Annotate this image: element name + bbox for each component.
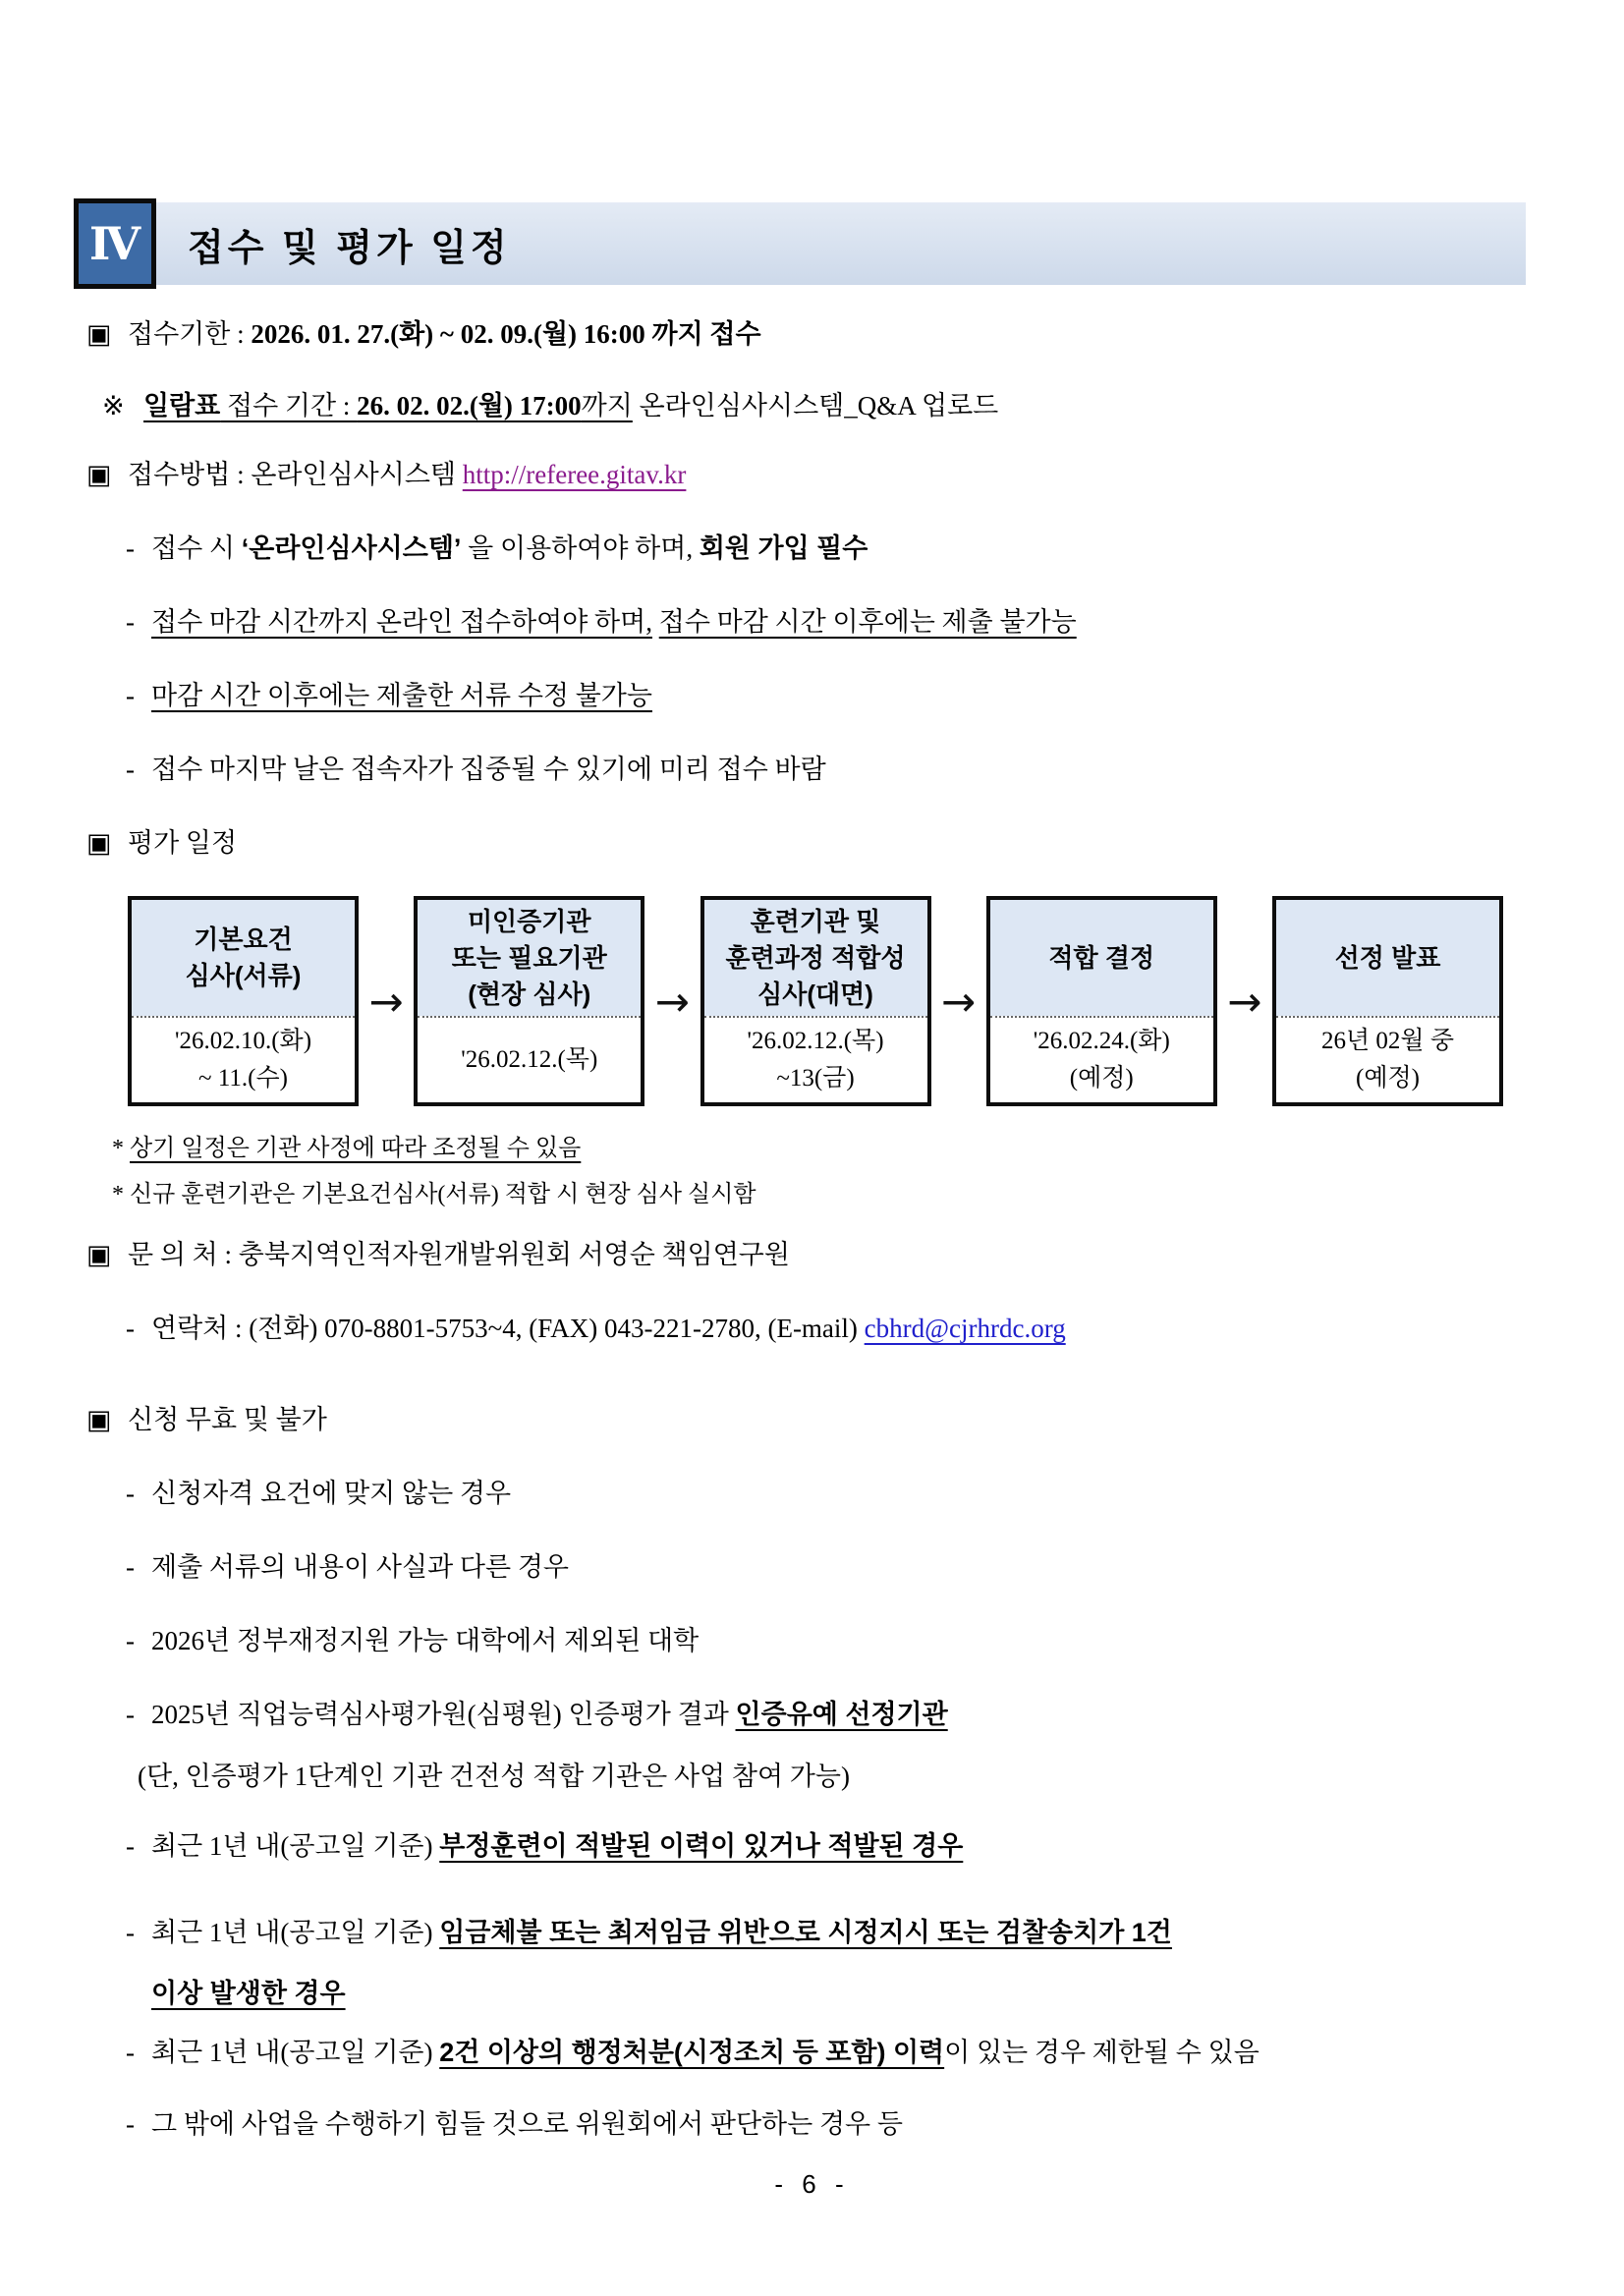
- evaluation-heading: [0, 825, 1624, 861]
- method-sub-list: [0, 531, 1624, 787]
- text-segment: 을 이용하여야 하며,: [461, 533, 700, 563]
- text-segment: 상기 일정은 기관 사정에 따라 조정될 수 있음: [130, 1136, 582, 1161]
- text-segment: 마감 시간 이후에는 제출한 서류 수정 불가능: [151, 681, 652, 710]
- evaluation-footnotes: [0, 1132, 1624, 1211]
- flow-step-date: '26.02.12.(목): [418, 1016, 641, 1102]
- evaluation-flowchart: [128, 896, 1503, 1106]
- dash-bullet-icon: -: [126, 533, 135, 563]
- method-sub-item: [0, 531, 1624, 566]
- dash-bullet-icon: -: [126, 755, 135, 784]
- text-segment: 접수방법 : 온라인심사시스템: [128, 460, 463, 489]
- flow-arrow-icon: →: [941, 977, 977, 1026]
- line-text: [151, 678, 1624, 713]
- text-segment: ‘온라인심사시스템’: [241, 533, 462, 563]
- invalid-item-list: [0, 1476, 1624, 2142]
- text-segment: 평가 일정: [128, 828, 238, 858]
- text-segment: 접수 마감 시간까지 온라인 접수하여야 하며,: [151, 607, 652, 637]
- text-segment: 접수 마감 시간 이후에는 제출 불가능: [658, 607, 1077, 637]
- line-text: [151, 752, 1624, 787]
- text-segment: * 신규 훈련기관은 기본요건심사(서류) 적합 시 현장 심사 실시함: [112, 1182, 756, 1207]
- dash-bullet-icon: -: [126, 2038, 135, 2067]
- flow-step-box: [700, 896, 931, 1106]
- text-segment: 제출 서류의 내용이 사실과 다른 경우: [151, 1552, 569, 1582]
- text-segment: (단, 인증평가 1단계인 기관 건전성 적합 기관은 사업 참여 가능): [138, 1762, 850, 1791]
- flow-step-box: [414, 896, 644, 1106]
- dash-bullet-icon: -: [126, 1626, 135, 1655]
- flow-step-title: 선정 발표: [1276, 900, 1499, 1016]
- dash-bullet-icon: -: [126, 1479, 135, 1508]
- text-segment: 2026년 정부재정지원 가능 대학에서 제외된 대학: [151, 1626, 700, 1655]
- page-number: - 6 -: [774, 2169, 850, 2199]
- flow-step-title: 적합 결정: [990, 900, 1213, 1016]
- line-text: [151, 1828, 1624, 1864]
- square-bullet-icon: ▣: [86, 319, 112, 349]
- text-segment: 접수기한 :: [128, 319, 252, 349]
- method-line: [0, 457, 1624, 492]
- flow-arrow-icon: →: [1227, 977, 1262, 1026]
- text-segment: 일람표: [143, 391, 221, 420]
- invalid-list-item: [0, 1697, 1624, 1732]
- line-text: [128, 1402, 1624, 1437]
- flow-step-box: [128, 896, 359, 1106]
- text-segment: 신청 무효 및 불가: [128, 1405, 327, 1434]
- flow-step-date: '26.02.10.(화) ~ 11.(수): [132, 1016, 355, 1102]
- dash-bullet-icon: -: [126, 681, 135, 710]
- flow-arrow-icon: →: [368, 977, 404, 1026]
- schedule-footnote: [0, 1132, 1624, 1165]
- method-sub-item: [0, 678, 1624, 713]
- flow-step-date: '26.02.24.(화) (예정): [990, 1016, 1213, 1102]
- dash-bullet-icon: -: [126, 1918, 135, 1947]
- text-segment: 접수 마지막 날은 접속자가 집중될 수 있기에 미리 접수 바람: [151, 755, 826, 784]
- text-segment: 26. 02. 02.(월) 17:00: [357, 391, 582, 420]
- line-text: [138, 1759, 1624, 1794]
- text-segment: 최근 1년 내(공고일 기준): [151, 2038, 440, 2067]
- section-title-bar: [156, 202, 1526, 285]
- page-title: 접수 및 평가 일정: [188, 227, 511, 269]
- line-text: [151, 604, 1624, 640]
- line-text: [151, 2035, 1624, 2070]
- dash-bullet-icon: -: [126, 1831, 135, 1861]
- invalid-list-item: [0, 1549, 1624, 1585]
- text-segment: 문 의 처 : 충북지역인적자원개발위원회 서영순 책임연구원: [128, 1240, 790, 1269]
- contact-heading: [0, 1237, 1624, 1272]
- flow-step-title: 훈련기관 및 훈련과정 적합성 심사(대면): [704, 900, 927, 1016]
- square-bullet-icon: ▣: [86, 828, 112, 858]
- method-sub-item: [0, 752, 1624, 787]
- text-segment: 까지: [581, 391, 633, 420]
- text-segment: 신청자격 요건에 맞지 않는 경우: [151, 1479, 512, 1508]
- invalid-list-item: [0, 1623, 1624, 1658]
- text-segment: 접수 시: [151, 533, 242, 563]
- line-text: [151, 1311, 1624, 1346]
- text-segment: 최근 1년 내(공고일 기준): [151, 1831, 440, 1861]
- summary-deadline-note: [0, 388, 1624, 423]
- line-text: [151, 1697, 1624, 1732]
- invalid-list-item: [0, 1902, 1624, 2024]
- invalid-list-item: [0, 1476, 1624, 1511]
- flow-step-title: 미인증기관 또는 필요기관 (현장 심사): [418, 900, 641, 1016]
- line-text: [151, 531, 1624, 566]
- dash-bullet-icon: -: [126, 1314, 135, 1343]
- flow-step-box: [1272, 896, 1503, 1106]
- line-text: [143, 388, 1624, 423]
- section-header: [74, 198, 1526, 289]
- text-segment: 2건 이상의 행정처분(시정조치 등 포함) 이력: [439, 2038, 945, 2067]
- dash-bullet-icon: -: [126, 1552, 135, 1582]
- text-segment: 회원 가입 필수: [699, 533, 868, 563]
- text-segment: 인증유예 선정기관: [735, 1700, 948, 1729]
- text-segment: 임금체불 또는 최저임금 위반으로 시정지시 또는 검찰송치가 1건: [439, 1918, 1172, 1947]
- line-text: [151, 1549, 1624, 1585]
- text-segment: 연락처 : (전화) 070-8801-5753~4, (FAX) 043-221-2780, (E-mail): [151, 1314, 865, 1343]
- text-segment: *: [112, 1136, 130, 1161]
- invalid-list-item: [0, 2106, 1624, 2142]
- dash-bullet-icon: -: [126, 607, 135, 637]
- section-number-badge: Ⅳ: [74, 198, 156, 289]
- square-bullet-icon: ▣: [86, 460, 112, 489]
- flow-step-title: 기본요건 심사(서류): [132, 900, 355, 1016]
- text-segment: 그 밖에 사업을 수행하기 힘들 것으로 위원회에서 판단하는 경우 등: [151, 2109, 903, 2139]
- line-text: [128, 1237, 1624, 1272]
- text-segment: 부정훈련이 적발된 이력이 있거나 적발된 경우: [439, 1831, 964, 1861]
- line-text: [112, 1132, 1624, 1165]
- square-bullet-icon: ▣: [86, 1240, 112, 1269]
- line-text: [128, 825, 1624, 861]
- invalid-list-item: [0, 1828, 1624, 1864]
- dash-bullet-icon: -: [126, 2109, 135, 2139]
- dash-bullet-icon: -: [126, 1700, 135, 1729]
- method-sub-item: [0, 604, 1624, 640]
- flow-step-date: '26.02.12.(목) ~13(금): [704, 1016, 927, 1102]
- line-text: [128, 457, 1624, 492]
- submission-url-link[interactable]: http://referee.gitav.kr: [462, 460, 687, 489]
- line-text: [128, 316, 1624, 352]
- invalid-list-item: [0, 2035, 1624, 2070]
- flow-step-box: [986, 896, 1217, 1106]
- schedule-footnote: [0, 1178, 1624, 1211]
- text-segment: 이 있는 경우 제한될 수 있음: [944, 2038, 1260, 2067]
- line-text: [151, 1902, 1624, 2024]
- contact-detail-line: [0, 1311, 1624, 1346]
- invalid-heading: [0, 1402, 1624, 1437]
- reference-mark-icon: ※: [102, 391, 125, 420]
- text-segment: 이상 발생한 경우: [151, 1979, 346, 2008]
- text-segment: 2025년 직업능력심사평가원(심평원) 인증평가 결과: [151, 1700, 736, 1729]
- flow-arrow-icon: →: [654, 977, 690, 1026]
- text-segment: 접수 기간 :: [220, 391, 358, 420]
- line-text: [151, 1476, 1624, 1511]
- text-segment: 온라인심사시스템_Q&A 업로드: [632, 391, 999, 420]
- square-bullet-icon: ▣: [86, 1405, 112, 1434]
- line-text: [151, 2106, 1624, 2142]
- contact-email-link[interactable]: cbhrd@cjrhrdc.org: [864, 1314, 1066, 1343]
- text-segment: 최근 1년 내(공고일 기준): [151, 1918, 440, 1947]
- text-segment: [652, 607, 659, 637]
- line-text: [151, 1623, 1624, 1658]
- text-segment: 2026. 01. 27.(화) ~ 02. 09.(월) 16:00 까지 접수: [251, 319, 761, 349]
- flow-step-date: 26년 02월 중 (예정): [1276, 1016, 1499, 1102]
- invalid-list-item: [0, 1759, 1624, 1794]
- deadline-line: [0, 316, 1624, 352]
- line-text: [112, 1178, 1624, 1211]
